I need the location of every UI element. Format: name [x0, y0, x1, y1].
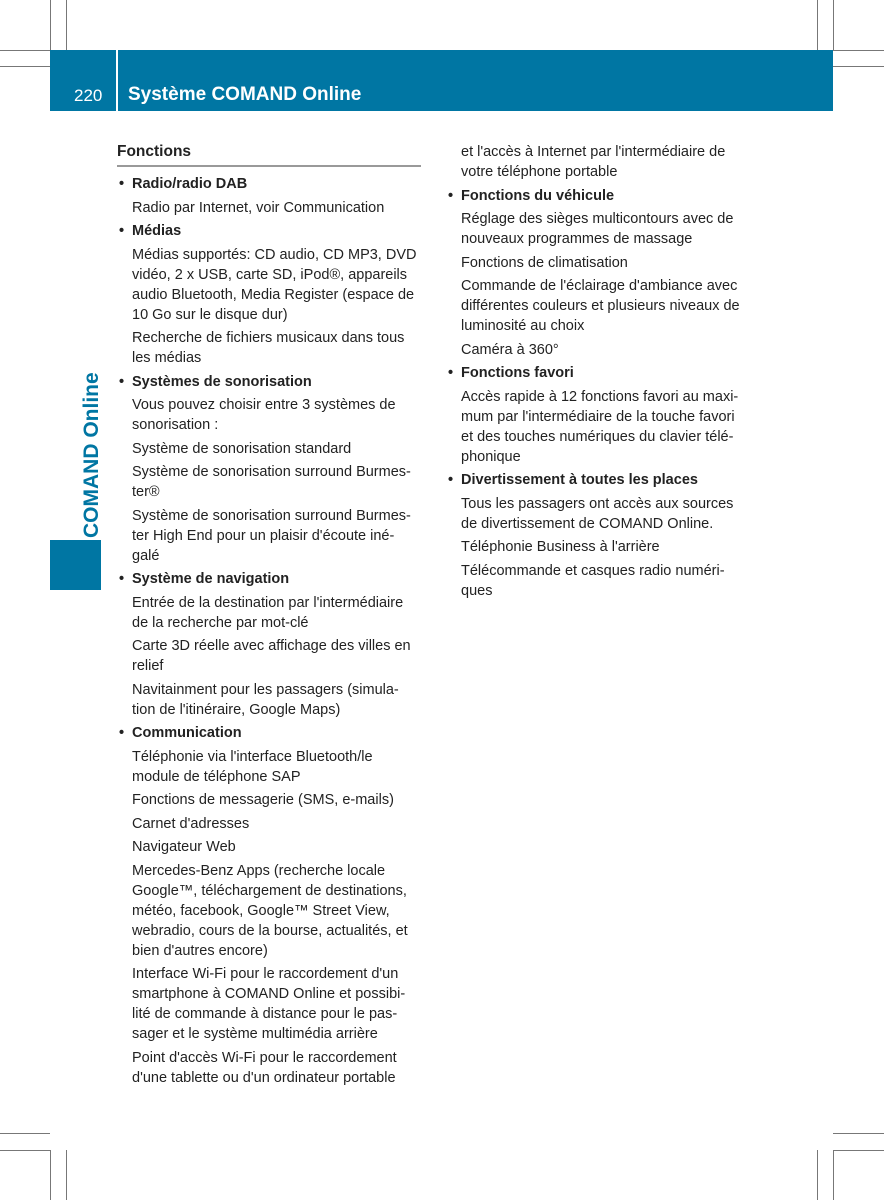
paragraph [117, 636, 427, 676]
text-line: Fonctions de messagerie (SMS, e-mails) [132, 792, 394, 808]
text-line: les médias [132, 350, 202, 366]
text-line: sonorisation : [132, 417, 219, 433]
bullet-item-title [117, 723, 427, 743]
text-line: de la recherche par mot-clé [132, 614, 309, 631]
text-line: Carte 3D réelle avec affichage des villes en [132, 638, 411, 654]
text-line: votre téléphone portable [461, 164, 618, 180]
paragraph [117, 395, 427, 435]
bullet-item-title [117, 221, 427, 241]
crop-mark [66, 1150, 67, 1200]
text-line: Caméra à 360° [461, 341, 559, 358]
bullet-icon: • [119, 571, 125, 587]
bullet-item-title [446, 363, 756, 383]
bullet-item-title [446, 470, 756, 490]
page-number: 220 [74, 86, 103, 105]
bullet-title-text: Radio/radio DAB [132, 176, 248, 192]
text-line: Système de sonorisation surround Burmes- [132, 507, 411, 524]
text-line: d'une tablette ou d'un ordinateur portable [132, 1069, 396, 1086]
header-divider [116, 50, 118, 111]
crop-mark [817, 0, 818, 50]
paragraph [117, 245, 427, 325]
text-line: tion de l'itinéraire, Google Maps) [132, 701, 341, 718]
bullet-title-text: Fonctions favori [461, 365, 574, 381]
text-line: ter® [132, 484, 160, 500]
text-line: module de téléphone SAP [132, 768, 301, 785]
text-line: nouveaux programmes de massage [461, 231, 693, 247]
crop-mark [0, 1150, 50, 1151]
text-line: Réglage des sièges multicontours avec de [461, 211, 734, 227]
crop-mark [833, 50, 884, 51]
paragraph [446, 494, 756, 534]
text-line: sager et le système multimédia arrière [132, 1026, 378, 1042]
crop-mark [833, 1133, 884, 1134]
text-line: webradio, cours de la bourse, actualités, et [132, 922, 408, 939]
text-line: relief [132, 658, 164, 674]
crop-mark [833, 1150, 884, 1151]
text-line: ques [461, 582, 493, 599]
paragraph [446, 276, 756, 336]
text-line: Système de sonorisation standard [132, 440, 352, 457]
bullet-title-text: Médias [132, 223, 182, 239]
paragraph [117, 861, 427, 961]
text-line: Télécommande et casques radio numéri- [461, 562, 725, 579]
bullet-icon: • [448, 187, 454, 204]
crop-mark [833, 0, 834, 50]
text-line: Commande de l'éclairage d'ambiance avec [461, 278, 738, 294]
text-line: ter High End pour un plaisir d'écoute iné- [132, 527, 395, 544]
text-line: Médias supportés: CD audio, CD MP3, DVD [132, 246, 417, 263]
paragraph [117, 462, 427, 502]
right-column [446, 142, 756, 604]
paragraph [117, 964, 427, 1044]
text-line: de divertissement de COMAND Online. [461, 515, 714, 532]
side-tab-label: COMAND Online [80, 372, 103, 538]
paragraph [117, 814, 427, 834]
bullet-item-title [117, 569, 427, 589]
bullet-icon: • [119, 373, 125, 390]
text-line: lité de commande à distance pour le pas- [132, 1006, 398, 1022]
paragraph [117, 837, 427, 857]
text-line: bien d'autres encore) [132, 942, 268, 959]
paragraph [117, 1048, 427, 1088]
bullet-title-text: Fonctions du véhicule [461, 187, 615, 204]
crop-mark [0, 50, 50, 51]
text-line: Recherche de fichiers musicaux dans tous [132, 330, 405, 346]
paragraph [446, 209, 756, 249]
bullet-title-text: Systèmes de sonorisation [132, 373, 312, 390]
text-line: différentes couleurs et plusieurs niveaux de [461, 298, 740, 314]
paragraph [117, 198, 427, 218]
bullet-icon: • [448, 472, 454, 488]
paragraph [446, 253, 756, 273]
text-line: Tous les passagers ont accès aux sources [461, 495, 734, 512]
bullet-title-text: Système de navigation [132, 571, 290, 587]
crop-mark [817, 1150, 818, 1200]
paragraph [117, 593, 427, 633]
bullet-item-title [117, 174, 427, 194]
bullet-icon: • [119, 176, 125, 192]
text-line: luminosité au choix [461, 318, 585, 334]
text-line: Point d'accès Wi-Fi pour le raccordement [132, 1049, 397, 1066]
text-line: Fonctions de climatisation [461, 254, 628, 271]
text-line: Entrée de la destination par l'intermédiaire [132, 594, 404, 611]
paragraph [446, 340, 756, 360]
text-line: Système de sonorisation surround Burmes- [132, 464, 411, 480]
crop-mark [0, 1133, 50, 1134]
page-title: Système COMAND Online [128, 84, 362, 105]
bullet-item-title [446, 186, 756, 206]
left-column [117, 142, 427, 1091]
text-line: Téléphonie Business à l'arrière [461, 539, 660, 555]
paragraph [117, 506, 427, 566]
crop-mark [50, 1150, 51, 1200]
text-line: Interface Wi-Fi pour le raccordement d'un [132, 966, 399, 982]
text-line: galé [132, 547, 160, 564]
text-line: météo, facebook, Google™ Street View, [132, 902, 390, 919]
text-line: Carnet d'adresses [132, 815, 250, 832]
text-line: Accès rapide à 12 fonctions favori au maxi- [461, 388, 739, 405]
text-line: Radio par Internet, voir Communication [132, 199, 385, 216]
bullet-title-text: Divertissement à toutes les places [461, 472, 698, 488]
text-line: Navitainment pour les passagers (simula- [132, 681, 399, 698]
bullet-icon: • [448, 365, 454, 381]
crop-mark [833, 66, 884, 67]
text-line: Vous pouvez choisir entre 3 systèmes de [132, 397, 396, 413]
bullet-title-text: Communication [132, 725, 242, 741]
crop-mark [833, 1150, 834, 1200]
paragraph [446, 142, 756, 182]
bullet-icon: • [119, 725, 125, 741]
paragraph [117, 747, 427, 787]
paragraph [446, 561, 756, 601]
paragraph [446, 387, 756, 467]
paragraph [117, 790, 427, 810]
section-heading: Fonctions [117, 142, 421, 167]
text-line: Navigateur Web [132, 839, 236, 855]
text-line: Mercedes-Benz Apps (recherche locale [132, 862, 386, 879]
text-line: mum par l'intermédiaire de la touche favori [461, 408, 735, 425]
bullet-item-title [117, 372, 427, 392]
paragraph [117, 439, 427, 459]
text-line: Google™, téléchargement de destinations, [132, 882, 407, 899]
text-line: 10 Go sur le disque dur) [132, 306, 288, 323]
text-line: et des touches numériques du clavier télé- [461, 428, 734, 445]
side-tab-marker [50, 540, 101, 590]
text-line: phonique [461, 448, 521, 465]
paragraph [446, 537, 756, 557]
paragraph [117, 680, 427, 720]
crop-mark [0, 66, 50, 67]
bullet-icon: • [119, 223, 125, 239]
text-line: et l'accès à Internet par l'intermédiaire de [461, 144, 726, 160]
text-line: Téléphonie via l'interface Bluetooth/le [132, 748, 373, 765]
text-line: vidéo, 2 x USB, carte SD, iPod®, appareils [132, 266, 408, 283]
paragraph [117, 328, 427, 368]
text-line: smartphone à COMAND Online et possibi- [132, 986, 406, 1002]
crop-mark [50, 0, 51, 50]
text-line: audio Bluetooth, Media Register (espace de [132, 286, 415, 303]
crop-mark [66, 0, 67, 50]
